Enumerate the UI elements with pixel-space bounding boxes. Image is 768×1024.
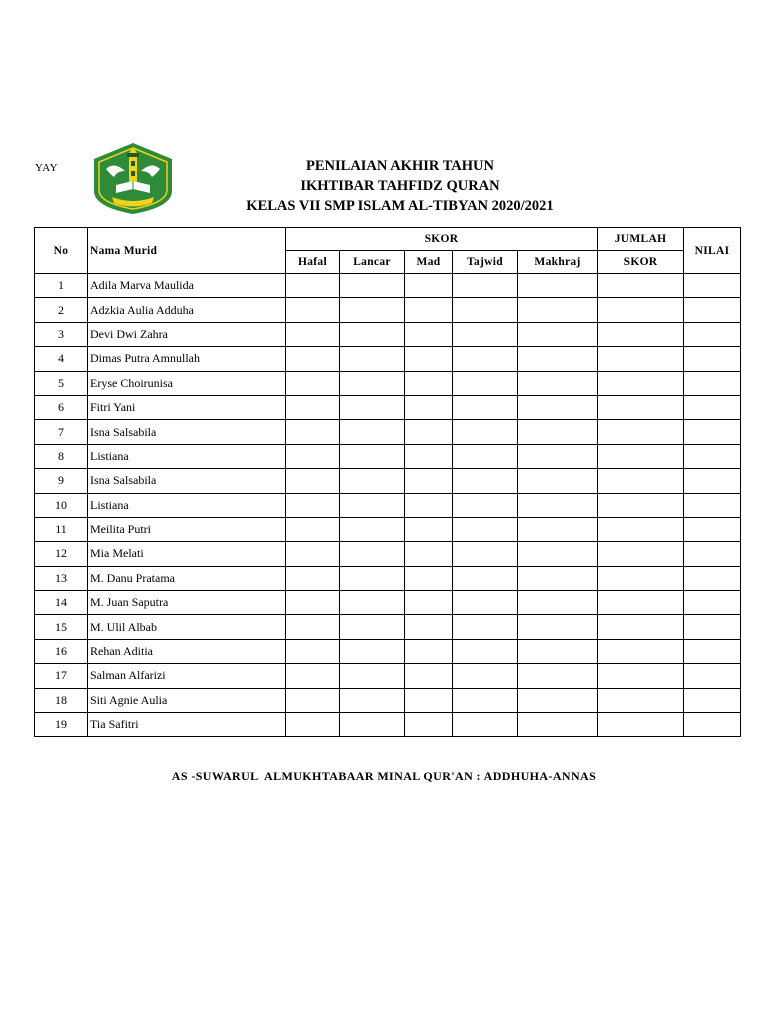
- score-cell-hafal: [286, 517, 340, 541]
- score-cell-lancar: [340, 298, 405, 322]
- table-row: [35, 347, 741, 371]
- score-cell-lancar: [340, 274, 405, 298]
- score-cell-makhraj: [518, 517, 598, 541]
- row-number: 3: [35, 322, 88, 346]
- score-cell-makhraj: [518, 493, 598, 517]
- row-number: 15: [35, 615, 88, 639]
- score-cell-jumlah-skor: [598, 420, 684, 444]
- col-jumlah-skor-header: SKOR: [598, 251, 684, 274]
- row-number: 14: [35, 591, 88, 615]
- score-cell-lancar: [340, 395, 405, 419]
- row-number: 7: [35, 420, 88, 444]
- score-cell-makhraj: [518, 298, 598, 322]
- score-cell-lancar: [340, 542, 405, 566]
- table-row: [35, 713, 741, 737]
- table-row: [35, 469, 741, 493]
- score-cell-mad: [405, 371, 453, 395]
- student-name: M. Juan Saputra: [88, 591, 286, 615]
- row-number: 6: [35, 395, 88, 419]
- score-cell-nilai: [684, 517, 741, 541]
- score-cell-hafal: [286, 444, 340, 468]
- table-row: [35, 615, 741, 639]
- score-cell-tajwid: [453, 688, 518, 712]
- score-cell-mad: [405, 322, 453, 346]
- score-cell-jumlah-skor: [598, 517, 684, 541]
- score-cell-tajwid: [453, 591, 518, 615]
- score-cell-lancar: [340, 517, 405, 541]
- table-row: [35, 444, 741, 468]
- score-cell-tajwid: [453, 298, 518, 322]
- title-line-1: PENILAIAN AKHIR TAHUN: [306, 158, 494, 174]
- score-cell-mad: [405, 639, 453, 663]
- score-cell-mad: [405, 298, 453, 322]
- score-cell-makhraj: [518, 322, 598, 346]
- score-cell-hafal: [286, 542, 340, 566]
- col-nilai-header: NILAI: [684, 228, 741, 274]
- score-cell-jumlah-skor: [598, 444, 684, 468]
- sub-lancar-header: Lancar: [340, 251, 405, 274]
- score-cell-jumlah-skor: [598, 298, 684, 322]
- sub-mad-header: Mad: [405, 251, 453, 274]
- table-row: [35, 274, 741, 298]
- title-line-2: IKHTIBAR TAHFIDZ QURAN: [300, 178, 500, 194]
- score-cell-tajwid: [453, 664, 518, 688]
- score-cell-tajwid: [453, 469, 518, 493]
- score-cell-tajwid: [453, 493, 518, 517]
- score-cell-lancar: [340, 347, 405, 371]
- score-cell-lancar: [340, 371, 405, 395]
- score-cell-mad: [405, 444, 453, 468]
- score-cell-nilai: [684, 615, 741, 639]
- table-row: [35, 639, 741, 663]
- student-name: M. Danu Pratama: [88, 566, 286, 590]
- student-name: Tia Safitri: [88, 713, 286, 737]
- student-name: Salman Alfarizi: [88, 664, 286, 688]
- score-cell-jumlah-skor: [598, 493, 684, 517]
- col-skor-header: SKOR: [286, 228, 598, 251]
- score-cell-tajwid: [453, 347, 518, 371]
- score-cell-lancar: [340, 420, 405, 444]
- student-name: Rehan Aditia: [88, 639, 286, 663]
- score-cell-lancar: [340, 469, 405, 493]
- score-cell-nilai: [684, 639, 741, 663]
- score-cell-makhraj: [518, 591, 598, 615]
- score-cell-tajwid: [453, 322, 518, 346]
- score-cell-jumlah-skor: [598, 713, 684, 737]
- score-table: [34, 227, 741, 737]
- score-cell-tajwid: [453, 542, 518, 566]
- score-cell-makhraj: [518, 371, 598, 395]
- student-name: M. Ulil Albab: [88, 615, 286, 639]
- school-crest-logo: [88, 141, 178, 216]
- table-row: [35, 298, 741, 322]
- score-cell-lancar: [340, 713, 405, 737]
- score-cell-jumlah-skor: [598, 322, 684, 346]
- score-cell-tajwid: [453, 274, 518, 298]
- table-row: [35, 420, 741, 444]
- score-cell-nilai: [684, 664, 741, 688]
- score-cell-mad: [405, 493, 453, 517]
- score-cell-hafal: [286, 395, 340, 419]
- score-cell-mad: [405, 615, 453, 639]
- score-cell-lancar: [340, 664, 405, 688]
- score-cell-nilai: [684, 591, 741, 615]
- score-cell-lancar: [340, 639, 405, 663]
- score-cell-jumlah-skor: [598, 274, 684, 298]
- row-number: 17: [35, 664, 88, 688]
- score-cell-nilai: [684, 298, 741, 322]
- student-name: Dimas Putra Amnullah: [88, 347, 286, 371]
- score-cell-mad: [405, 566, 453, 590]
- score-cell-lancar: [340, 591, 405, 615]
- row-number: 9: [35, 469, 88, 493]
- score-cell-hafal: [286, 639, 340, 663]
- table-row: [35, 493, 741, 517]
- student-name: Isna Salsabila: [88, 420, 286, 444]
- student-name: Meilita Putri: [88, 517, 286, 541]
- score-cell-lancar: [340, 615, 405, 639]
- score-cell-hafal: [286, 347, 340, 371]
- score-cell-jumlah-skor: [598, 469, 684, 493]
- score-cell-hafal: [286, 688, 340, 712]
- score-cell-nilai: [684, 444, 741, 468]
- student-name: Fitri Yani: [88, 395, 286, 419]
- score-cell-makhraj: [518, 469, 598, 493]
- row-number: 1: [35, 274, 88, 298]
- score-cell-hafal: [286, 713, 340, 737]
- score-cell-mad: [405, 542, 453, 566]
- score-cell-jumlah-skor: [598, 542, 684, 566]
- row-number: 4: [35, 347, 88, 371]
- score-cell-jumlah-skor: [598, 688, 684, 712]
- score-cell-nilai: [684, 566, 741, 590]
- score-cell-makhraj: [518, 542, 598, 566]
- score-cell-makhraj: [518, 395, 598, 419]
- score-cell-tajwid: [453, 444, 518, 468]
- table-row: [35, 371, 741, 395]
- row-number: 8: [35, 444, 88, 468]
- row-number: 16: [35, 639, 88, 663]
- score-cell-makhraj: [518, 274, 598, 298]
- row-number: 10: [35, 493, 88, 517]
- score-cell-nilai: [684, 274, 741, 298]
- student-name: Isna Salsabila: [88, 469, 286, 493]
- score-cell-nilai: [684, 420, 741, 444]
- score-cell-nilai: [684, 542, 741, 566]
- score-cell-lancar: [340, 444, 405, 468]
- col-no-header: No: [35, 228, 88, 274]
- row-number: 2: [35, 298, 88, 322]
- score-cell-jumlah-skor: [598, 347, 684, 371]
- score-cell-tajwid: [453, 395, 518, 419]
- header-left-text: YAY: [35, 162, 59, 174]
- score-cell-makhraj: [518, 444, 598, 468]
- score-cell-makhraj: [518, 639, 598, 663]
- score-cell-lancar: [340, 493, 405, 517]
- score-cell-nilai: [684, 347, 741, 371]
- score-cell-tajwid: [453, 566, 518, 590]
- score-cell-mad: [405, 347, 453, 371]
- score-cell-jumlah-skor: [598, 395, 684, 419]
- score-cell-mad: [405, 713, 453, 737]
- score-cell-nilai: [684, 395, 741, 419]
- score-cell-nilai: [684, 688, 741, 712]
- table-row: [35, 322, 741, 346]
- score-cell-makhraj: [518, 347, 598, 371]
- table-row: [35, 395, 741, 419]
- student-name: Listiana: [88, 493, 286, 517]
- score-cell-jumlah-skor: [598, 566, 684, 590]
- score-cell-nilai: [684, 371, 741, 395]
- score-cell-jumlah-skor: [598, 639, 684, 663]
- score-cell-mad: [405, 664, 453, 688]
- score-cell-jumlah-skor: [598, 371, 684, 395]
- table-row: [35, 664, 741, 688]
- sub-hafal-header: Hafal: [286, 251, 340, 274]
- score-cell-hafal: [286, 469, 340, 493]
- table-row: [35, 591, 741, 615]
- score-cell-mad: [405, 469, 453, 493]
- score-cell-mad: [405, 395, 453, 419]
- score-cell-hafal: [286, 664, 340, 688]
- title-line-3: KELAS VII SMP ISLAM AL-TIBYAN 2020/2021: [246, 198, 554, 214]
- score-cell-nilai: [684, 322, 741, 346]
- sub-tajwid-header: Tajwid: [453, 251, 518, 274]
- table-row: [35, 517, 741, 541]
- score-cell-makhraj: [518, 713, 598, 737]
- score-cell-mad: [405, 688, 453, 712]
- student-name: Adila Marva Maulida: [88, 274, 286, 298]
- score-cell-hafal: [286, 298, 340, 322]
- score-cell-mad: [405, 274, 453, 298]
- score-cell-lancar: [340, 688, 405, 712]
- score-cell-lancar: [340, 322, 405, 346]
- table-row: [35, 688, 741, 712]
- score-cell-tajwid: [453, 639, 518, 663]
- score-cell-nilai: [684, 493, 741, 517]
- row-number: 13: [35, 566, 88, 590]
- score-cell-jumlah-skor: [598, 591, 684, 615]
- score-cell-hafal: [286, 420, 340, 444]
- score-cell-nilai: [684, 469, 741, 493]
- score-cell-tajwid: [453, 371, 518, 395]
- score-cell-makhraj: [518, 566, 598, 590]
- col-name-header: Nama Murid: [88, 228, 286, 274]
- score-cell-tajwid: [453, 713, 518, 737]
- score-cell-hafal: [286, 591, 340, 615]
- score-cell-hafal: [286, 566, 340, 590]
- student-name: Mia Melati: [88, 542, 286, 566]
- score-cell-hafal: [286, 274, 340, 298]
- score-cell-hafal: [286, 322, 340, 346]
- sub-makhraj-header: Makhraj: [518, 251, 598, 274]
- score-cell-mad: [405, 517, 453, 541]
- document-title: [190, 156, 610, 216]
- row-number: 12: [35, 542, 88, 566]
- score-cell-mad: [405, 591, 453, 615]
- row-number: 5: [35, 371, 88, 395]
- footer-motto: AS -SUWARUL ALMUKHTABAAR MINAL QUR'AN : ADDHUHA-ANNAS: [171, 769, 597, 783]
- col-jumlah-header: JUMLAH: [598, 228, 684, 251]
- score-cell-tajwid: [453, 615, 518, 639]
- score-cell-makhraj: [518, 688, 598, 712]
- score-cell-jumlah-skor: [598, 615, 684, 639]
- score-cell-mad: [405, 420, 453, 444]
- score-cell-tajwid: [453, 517, 518, 541]
- student-name: Siti Agnie Aulia: [88, 688, 286, 712]
- score-cell-lancar: [340, 566, 405, 590]
- student-name: Adzkia Aulia Adduha: [88, 298, 286, 322]
- score-cell-hafal: [286, 615, 340, 639]
- student-name: Devi Dwi Zahra: [88, 322, 286, 346]
- table-row: [35, 566, 741, 590]
- score-cell-hafal: [286, 371, 340, 395]
- row-number: 18: [35, 688, 88, 712]
- score-cell-makhraj: [518, 664, 598, 688]
- score-cell-makhraj: [518, 420, 598, 444]
- row-number: 11: [35, 517, 88, 541]
- score-cell-hafal: [286, 493, 340, 517]
- student-name: Listiana: [88, 444, 286, 468]
- student-name: Eryse Choirunisa: [88, 371, 286, 395]
- table-row: [35, 542, 741, 566]
- score-cell-tajwid: [453, 420, 518, 444]
- row-number: 19: [35, 713, 88, 737]
- score-cell-jumlah-skor: [598, 664, 684, 688]
- score-cell-makhraj: [518, 615, 598, 639]
- score-cell-nilai: [684, 713, 741, 737]
